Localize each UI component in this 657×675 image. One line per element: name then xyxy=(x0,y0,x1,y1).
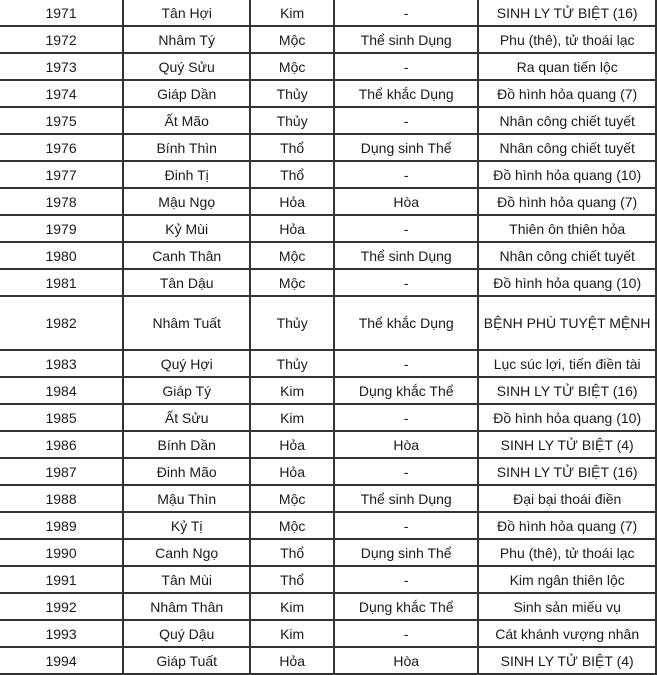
table-row xyxy=(0,0,655,25)
year-cell: 1979 xyxy=(0,216,122,241)
fortune-cell: SINH LY TỬ BIỆT (16) xyxy=(479,0,655,25)
relation-cell: Thể khắc Dụng xyxy=(335,81,477,106)
year-cell: 1990 xyxy=(0,540,122,565)
year-cell: 1983 xyxy=(0,351,122,376)
relation-cell: - xyxy=(335,270,477,295)
relation-cell: Thể sinh Dụng xyxy=(335,486,477,511)
can-chi-cell: Kỷ Mùi xyxy=(124,216,249,241)
fortune-cell: Cát khánh vượng nhân xyxy=(479,621,655,646)
fortune-cell: Đồ hình hỏa quang (10) xyxy=(479,270,655,295)
year-cell: 1975 xyxy=(0,108,122,133)
element-cell: Hỏa xyxy=(251,648,333,673)
can-chi-cell: Quý Dậu xyxy=(124,621,249,646)
table-row xyxy=(0,621,655,646)
table-row xyxy=(0,54,655,79)
can-chi-cell: Kỷ Tị xyxy=(124,513,249,538)
can-chi-cell: Nhâm Thân xyxy=(124,594,249,619)
table-row xyxy=(0,297,655,349)
relation-cell: - xyxy=(335,513,477,538)
year-cell: 1991 xyxy=(0,567,122,592)
relation-cell: - xyxy=(335,459,477,484)
can-chi-cell: Canh Ngọ xyxy=(124,540,249,565)
fortune-cell: SINH LY TỬ BIỆT (4) xyxy=(479,648,655,673)
fortune-cell: BỆNH PHÙ TUYỆT MỆNH xyxy=(479,297,655,349)
element-cell: Kim xyxy=(251,0,333,25)
year-cell: 1973 xyxy=(0,54,122,79)
table-row xyxy=(0,81,655,106)
can-chi-cell: Bính Dần xyxy=(124,432,249,457)
fortune-cell: Ra quan tiến lộc xyxy=(479,54,655,79)
table-row xyxy=(0,459,655,484)
fortune-cell: Đồ hình hỏa quang (10) xyxy=(479,405,655,430)
table-row xyxy=(0,513,655,538)
year-cell: 1985 xyxy=(0,405,122,430)
relation-cell: Thể sinh Dụng xyxy=(335,243,477,268)
year-cell: 1994 xyxy=(0,648,122,673)
relation-cell: Dụng sinh Thể xyxy=(335,135,477,160)
year-cell: 1986 xyxy=(0,432,122,457)
fortune-cell: Đồ hình hỏa quang (10) xyxy=(479,162,655,187)
fortune-cell: Nhân công chiết tuyết xyxy=(479,135,655,160)
table-row xyxy=(0,405,655,430)
relation-cell: - xyxy=(335,216,477,241)
relation-cell: Dụng khắc Thể xyxy=(335,378,477,403)
relation-cell: Hòa xyxy=(335,432,477,457)
element-cell: Mộc xyxy=(251,513,333,538)
can-chi-cell: Giáp Tý xyxy=(124,378,249,403)
can-chi-cell: Quý Hợi xyxy=(124,351,249,376)
table-row xyxy=(0,567,655,592)
year-cell: 1989 xyxy=(0,513,122,538)
element-cell: Thổ xyxy=(251,135,333,160)
can-chi-cell: Tân Mùi xyxy=(124,567,249,592)
table-row xyxy=(0,108,655,133)
can-chi-cell: Ất Mão xyxy=(124,108,249,133)
element-cell: Thủy xyxy=(251,81,333,106)
element-cell: Mộc xyxy=(251,54,333,79)
table-row xyxy=(0,243,655,268)
table-row xyxy=(0,594,655,619)
fortune-cell: Phu (thê), tử thoái lạc xyxy=(479,27,655,52)
table-row xyxy=(0,648,655,673)
table-row xyxy=(0,432,655,457)
relation-cell: Hòa xyxy=(335,189,477,214)
relation-cell: - xyxy=(335,351,477,376)
relation-cell: - xyxy=(335,405,477,430)
can-chi-cell: Đinh Mão xyxy=(124,459,249,484)
fortune-cell: Đại bại thoái điền xyxy=(479,486,655,511)
fortune-cell: Nhân công chiết tuyết xyxy=(479,243,655,268)
element-cell: Mộc xyxy=(251,486,333,511)
year-cell: 1988 xyxy=(0,486,122,511)
element-cell: Kim xyxy=(251,378,333,403)
year-cell: 1978 xyxy=(0,189,122,214)
fortune-cell: Đồ hình hỏa quang (7) xyxy=(479,189,655,214)
year-cell: 1987 xyxy=(0,459,122,484)
element-cell: Mộc xyxy=(251,270,333,295)
table-row xyxy=(0,162,655,187)
relation-cell: - xyxy=(335,108,477,133)
element-cell: Hỏa xyxy=(251,216,333,241)
can-chi-cell: Giáp Tuất xyxy=(124,648,249,673)
fortune-cell: Đồ hình hỏa quang (7) xyxy=(479,513,655,538)
can-chi-cell: Bính Thìn xyxy=(124,135,249,160)
element-cell: Mộc xyxy=(251,243,333,268)
can-chi-cell: Mậu Thìn xyxy=(124,486,249,511)
relation-cell: - xyxy=(335,567,477,592)
year-cell: 1976 xyxy=(0,135,122,160)
relation-cell: Hòa xyxy=(335,648,477,673)
can-chi-cell: Đinh Tị xyxy=(124,162,249,187)
element-cell: Hỏa xyxy=(251,189,333,214)
year-cell: 1980 xyxy=(0,243,122,268)
element-cell: Thủy xyxy=(251,351,333,376)
table-row xyxy=(0,486,655,511)
fortune-cell: Lục súc lợi, tiến điền tài xyxy=(479,351,655,376)
relation-cell: Thể khắc Dụng xyxy=(335,297,477,349)
element-cell: Thổ xyxy=(251,540,333,565)
relation-cell: - xyxy=(335,0,477,25)
year-cell: 1992 xyxy=(0,594,122,619)
can-chi-cell: Nhâm Tuất xyxy=(124,297,249,349)
year-cell: 1984 xyxy=(0,378,122,403)
year-cell: 1972 xyxy=(0,27,122,52)
fortune-cell: SINH LY TỬ BIỆT (4) xyxy=(479,432,655,457)
relation-cell: - xyxy=(335,54,477,79)
can-chi-cell: Ất Sửu xyxy=(124,405,249,430)
fortune-cell: Đồ hình hỏa quang (7) xyxy=(479,81,655,106)
element-cell: Thổ xyxy=(251,162,333,187)
can-chi-cell: Quý Sửu xyxy=(124,54,249,79)
relation-cell: Dụng khắc Thể xyxy=(335,594,477,619)
year-cell: 1974 xyxy=(0,81,122,106)
year-cell: 1993 xyxy=(0,621,122,646)
fortune-cell: Sinh sản miếu vụ xyxy=(479,594,655,619)
relation-cell: Dụng sinh Thể xyxy=(335,540,477,565)
can-chi-cell: Tân Hợi xyxy=(124,0,249,25)
year-cell: 1971 xyxy=(0,0,122,25)
element-cell: Thổ xyxy=(251,567,333,592)
table-row xyxy=(0,216,655,241)
year-cell: 1981 xyxy=(0,270,122,295)
element-cell: Kim xyxy=(251,594,333,619)
year-cell: 1977 xyxy=(0,162,122,187)
element-cell: Hỏa xyxy=(251,432,333,457)
relation-cell: - xyxy=(335,162,477,187)
year-cell: 1982 xyxy=(0,297,122,349)
can-chi-cell: Nhâm Tý xyxy=(124,27,249,52)
can-chi-cell: Giáp Dần xyxy=(124,81,249,106)
element-cell: Thủy xyxy=(251,108,333,133)
can-chi-cell: Canh Thân xyxy=(124,243,249,268)
fortune-cell: SINH LY TỬ BIỆT (16) xyxy=(479,459,655,484)
table-row xyxy=(0,135,655,160)
fortune-cell: SINH LY TỬ BIỆT (16) xyxy=(479,378,655,403)
relation-cell: Thể sinh Dụng xyxy=(335,27,477,52)
element-cell: Thủy xyxy=(251,297,333,349)
fortune-cell: Kim ngân thiên lộc xyxy=(479,567,655,592)
table-row xyxy=(0,189,655,214)
table-row xyxy=(0,27,655,52)
fortune-cell: Nhân công chiết tuyết xyxy=(479,108,655,133)
element-cell: Mộc xyxy=(251,27,333,52)
can-chi-cell: Tân Dậu xyxy=(124,270,249,295)
can-chi-cell: Mậu Ngọ xyxy=(124,189,249,214)
fortune-cell: Thiên ôn thiên hỏa xyxy=(479,216,655,241)
table-row xyxy=(0,378,655,403)
element-cell: Hỏa xyxy=(251,459,333,484)
table-row xyxy=(0,351,655,376)
table-row xyxy=(0,540,655,565)
element-cell: Kim xyxy=(251,621,333,646)
table-row xyxy=(0,270,655,295)
element-cell: Kim xyxy=(251,405,333,430)
fortune-cell: Phu (thê), tử thoái lạc xyxy=(479,540,655,565)
relation-cell: - xyxy=(335,621,477,646)
